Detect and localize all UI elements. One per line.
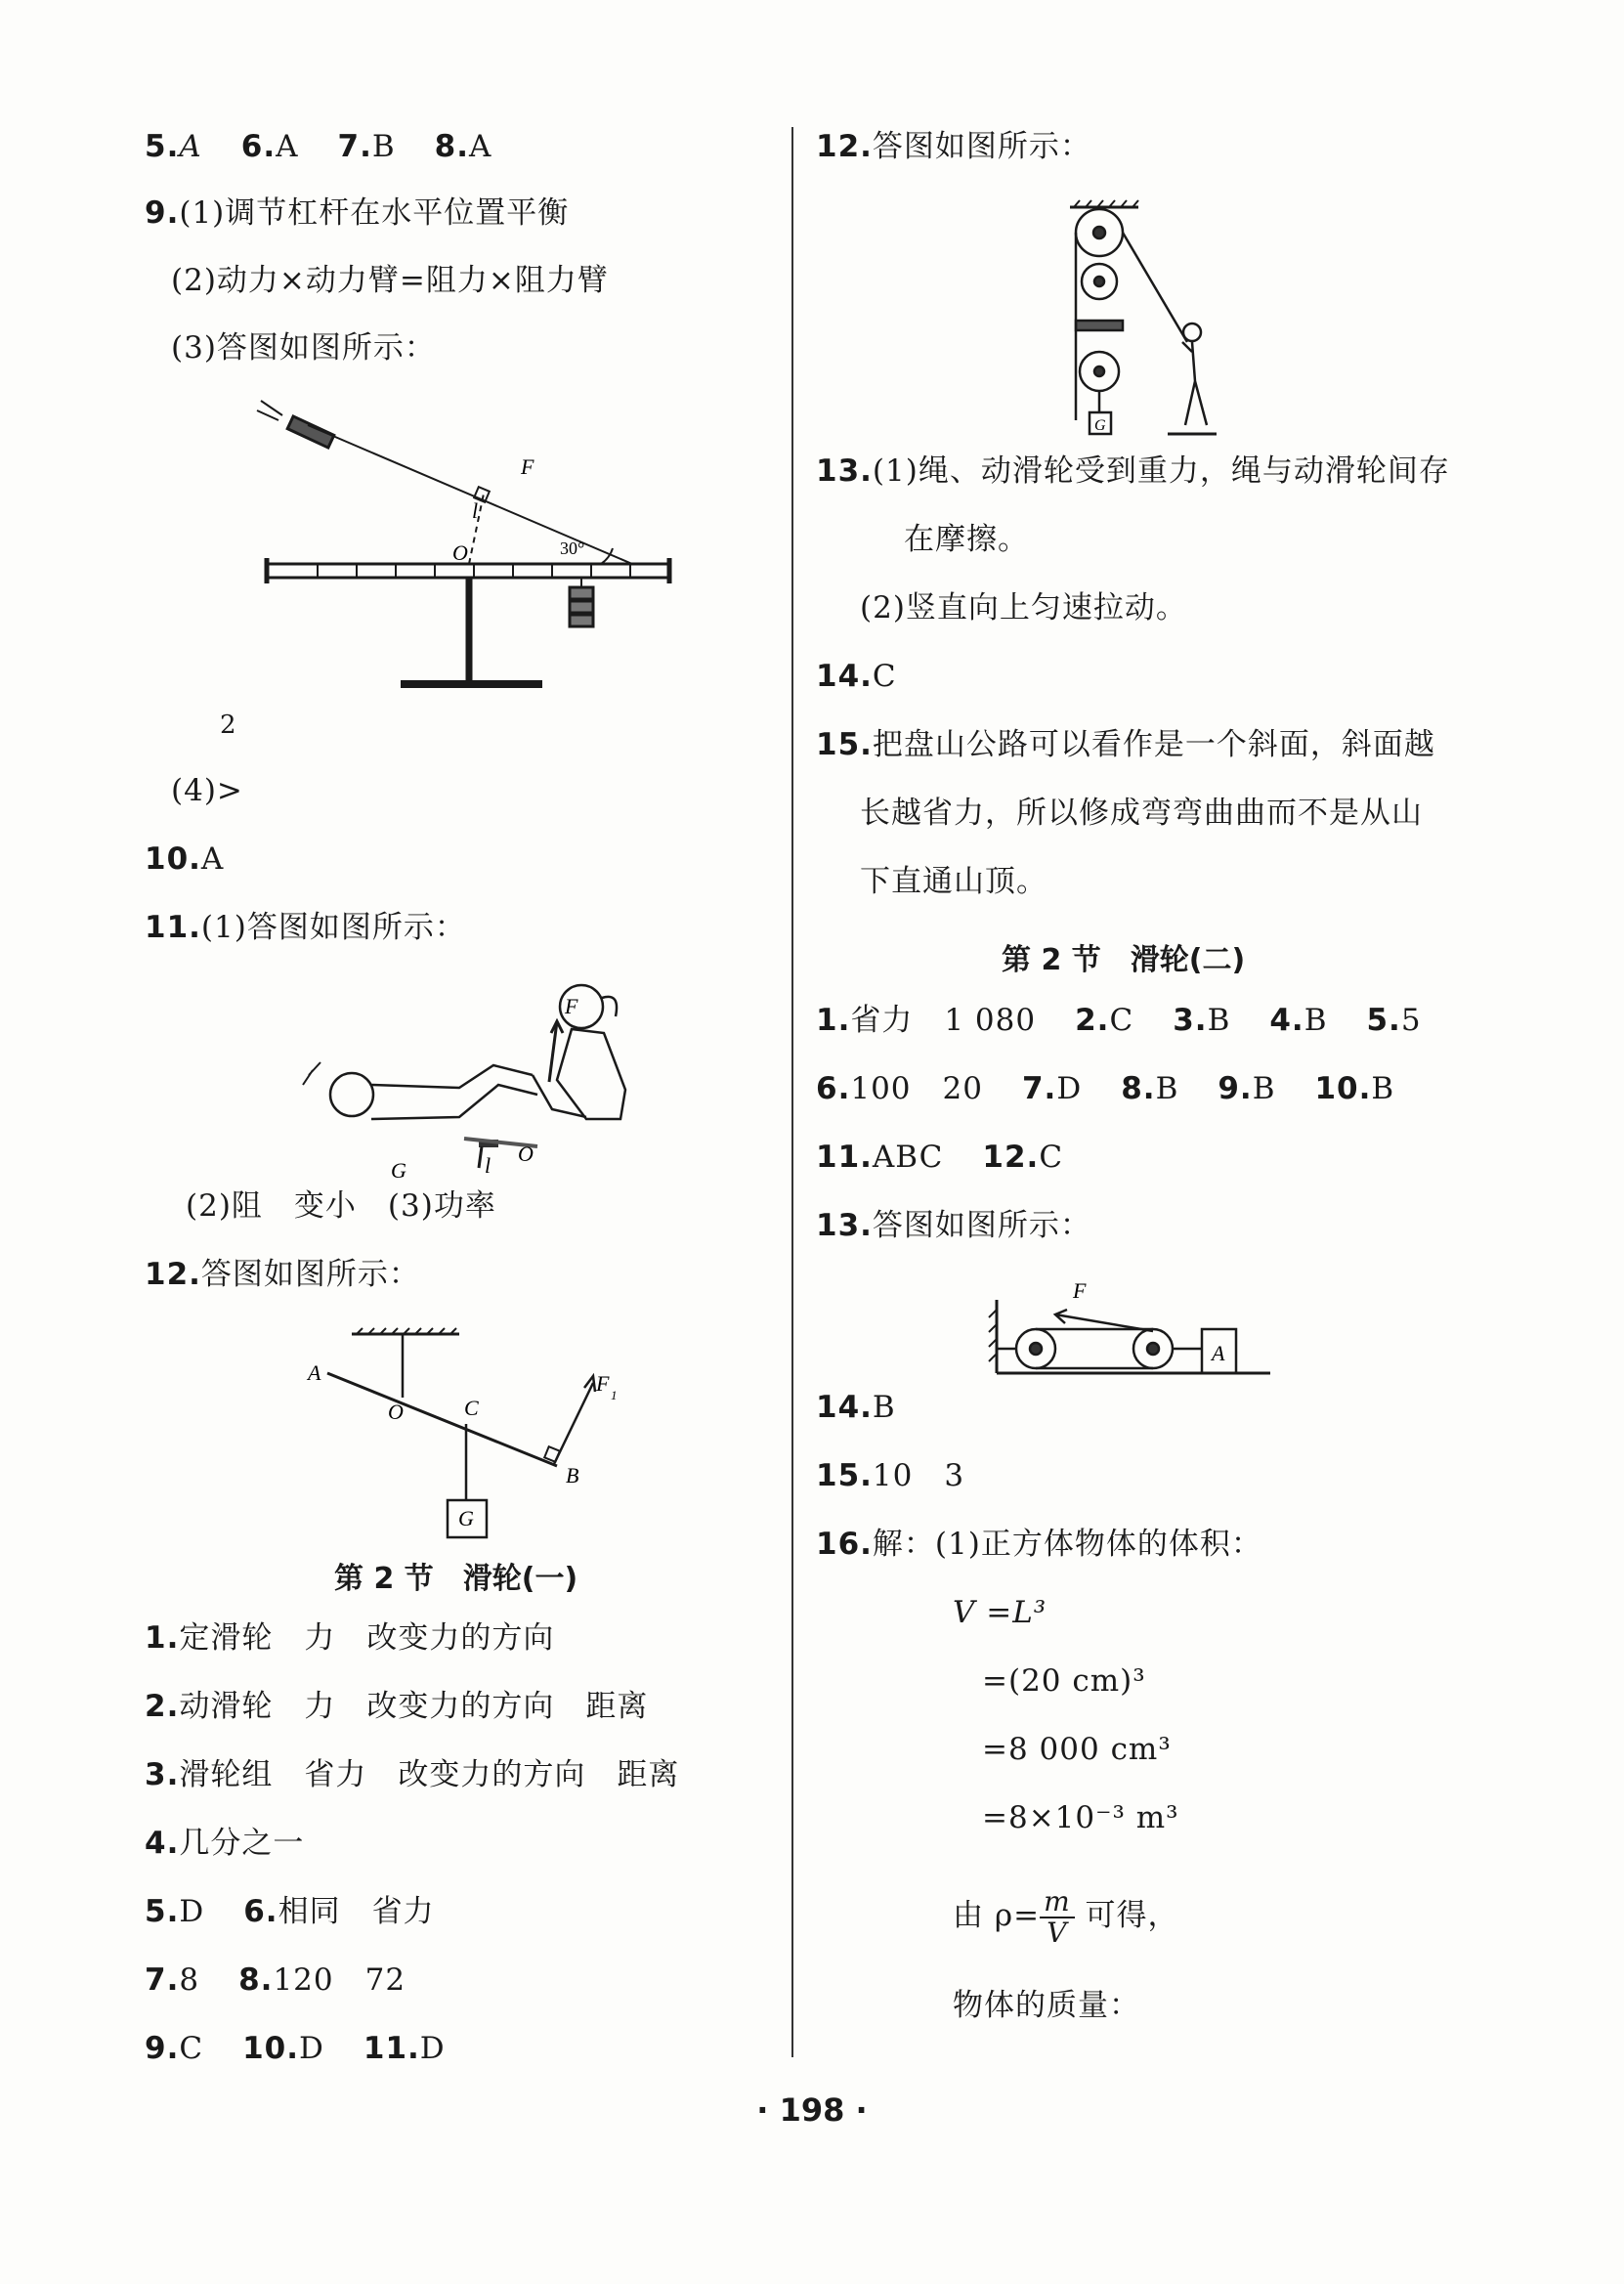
s4: 4.几分之一 xyxy=(145,1826,305,1861)
page-number: · 198 · xyxy=(756,2091,868,2129)
section-heading-pulley-1: 第 2 节 滑轮(一) xyxy=(334,1562,578,1596)
q14-right: 14.C xyxy=(816,659,897,694)
label-F: F xyxy=(521,454,534,479)
t16-eq5: 由 ρ= $\frac{m}{V}$ 可得， xyxy=(953,1884,1179,1949)
lever-diagram xyxy=(249,386,679,699)
pull-rope xyxy=(1123,233,1187,342)
label-l: l xyxy=(472,498,479,523)
s3: 3.滑轮组 省力 改变力的方向 距离 xyxy=(145,1757,680,1792)
label-G: G xyxy=(1094,417,1106,434)
q11-part1: 11.(1)答图如图所示： xyxy=(145,910,466,945)
t16-eq4: =8×10⁻³ m³ xyxy=(982,1800,1179,1835)
lever-rod xyxy=(327,1373,557,1466)
kneeling-person-body xyxy=(557,1029,625,1119)
worker-head xyxy=(1183,323,1201,341)
lying-person-head xyxy=(330,1073,373,1116)
label-A: A xyxy=(1212,1341,1225,1365)
q13-part2: (2)竖直向上匀速拉动。 xyxy=(860,590,1187,625)
t6-10: 6.100 20 7.D 8.B 9.B 10.B xyxy=(816,1071,1395,1106)
q15-line1: 15.把盘山公路可以看作是一个斜面，斜面越 xyxy=(816,727,1435,762)
s2: 2.动滑轮 力 改变力的方向 距离 xyxy=(145,1689,649,1724)
label-F1-sub: 1 xyxy=(611,1388,618,1402)
situp-diagram xyxy=(293,972,645,1187)
label-B: B xyxy=(566,1463,579,1487)
spring-scale-icon xyxy=(287,416,334,448)
s7-8: 7.8 8.120 72 xyxy=(145,1962,406,1998)
pulley-system-diagram xyxy=(1060,195,1217,440)
column-divider xyxy=(791,127,793,2057)
pulley-bar xyxy=(1076,321,1123,330)
t1-5: 1.省力 1 080 2.C 3.B 4.B 5.5 xyxy=(816,1003,1422,1038)
q13-part1: 13.(1)绳、动滑轮受到重力，绳与动滑轮间存 xyxy=(816,453,1450,489)
horizontal-pulley-diagram xyxy=(987,1271,1280,1383)
t14: 14.B xyxy=(816,1390,896,1425)
gravity-arrow-G xyxy=(479,1146,482,1168)
t16-intro: 16.解：(1)正方体物体的体积： xyxy=(816,1527,1262,1562)
worker-body xyxy=(1182,342,1207,425)
q12-left: 12.答图如图所示： xyxy=(145,1257,420,1292)
t15: 15.10 3 xyxy=(816,1458,965,1493)
q15-line2: 长越省力，所以修成弯弯曲曲而不是从山 xyxy=(860,796,1423,831)
s1: 1.定滑轮 力 改变力的方向 xyxy=(145,1620,555,1656)
s5-6: 5.D 6.相同 省力 xyxy=(145,1894,435,1929)
density-fraction: $\frac{m}{V}$ xyxy=(1040,1887,1075,1948)
rod-diagram xyxy=(298,1319,620,1544)
answers-5-8: 5.A 6.A 7.B 8.A xyxy=(145,129,492,164)
label-l: l xyxy=(485,1153,491,1178)
s9-11: 9.C 10.D 11.D xyxy=(145,2031,446,2066)
section-heading-pulley-2: 第 2 节 滑轮(二) xyxy=(1002,943,1246,977)
t13: 13.答图如图所示： xyxy=(816,1208,1091,1243)
label-F1: F xyxy=(596,1371,610,1396)
q10: 10.A xyxy=(145,841,225,877)
q9-part2: (2)动力×动力臂=阻力×阻力臂 xyxy=(171,263,609,298)
t16-mass: 物体的质量： xyxy=(953,1988,1140,2023)
label-G: G xyxy=(458,1506,474,1530)
q9-part3-note: 2 xyxy=(220,711,237,740)
t16-eq3: =8 000 cm³ xyxy=(982,1732,1172,1767)
q11-part2: (2)阻 变小 (3)功率 xyxy=(186,1188,496,1224)
label-O: O xyxy=(518,1142,534,1166)
label-G: G xyxy=(391,1158,406,1183)
q9-part3: (3)答图如图所示： xyxy=(171,330,436,366)
q9-part4: (4)> xyxy=(171,773,243,808)
q13-part1-cont: 在摩擦。 xyxy=(904,522,1029,557)
q12-right: 12.答图如图所示： xyxy=(816,129,1091,164)
label-O: O xyxy=(452,540,468,565)
lying-person-body xyxy=(371,1065,533,1088)
t16-eq1: V =L³ xyxy=(953,1595,1047,1630)
q9-part1: 9.(1)调节杠杆在水平位置平衡 xyxy=(145,195,570,231)
q15-line3: 下直通山顶。 xyxy=(860,864,1047,899)
label-F: F xyxy=(1073,1278,1087,1303)
t11-12: 11.ABC 12.C xyxy=(816,1140,1064,1175)
label-F: F xyxy=(565,994,578,1018)
label-O: O xyxy=(388,1400,404,1424)
label-C: C xyxy=(464,1396,479,1420)
hand-icon xyxy=(257,401,282,420)
t16-eq2: =(20 cm)³ xyxy=(982,1663,1146,1699)
label-A: A xyxy=(308,1360,321,1385)
label-angle: 30° xyxy=(560,539,585,558)
